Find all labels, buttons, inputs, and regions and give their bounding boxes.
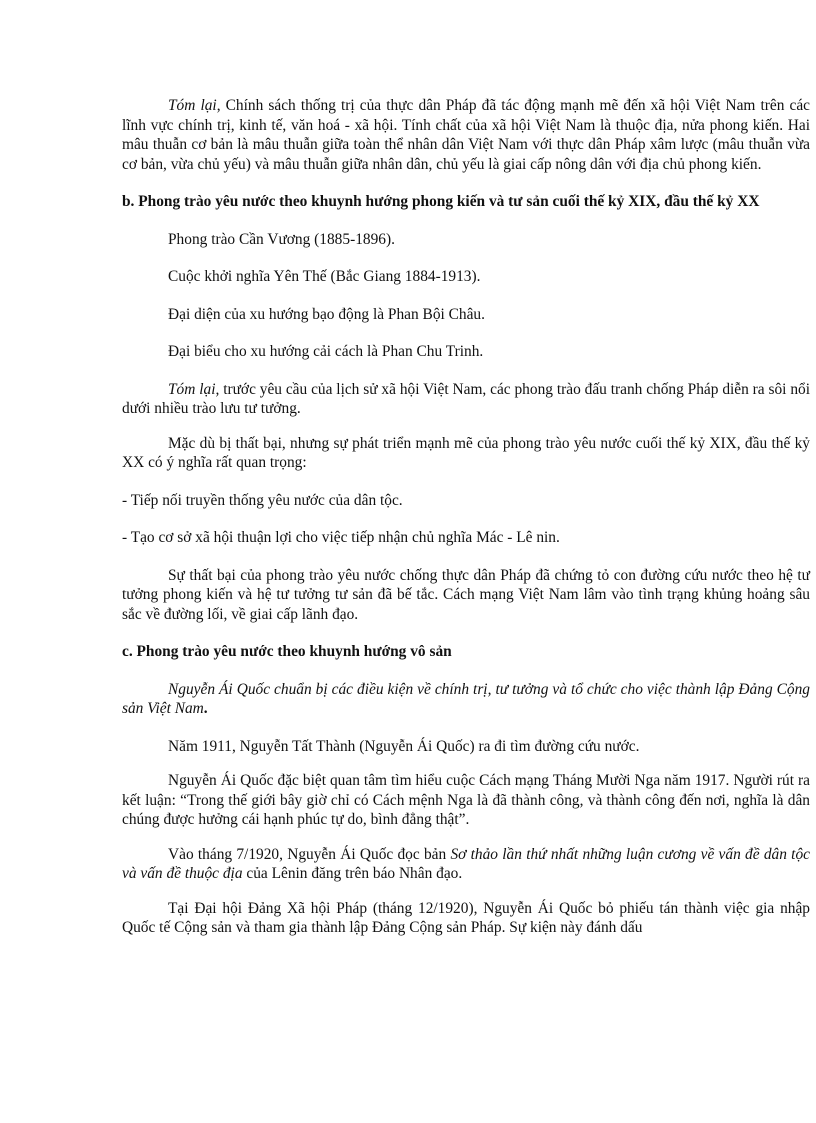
subheading-end: . [203,700,208,717]
list-item: Đại diện của xu hướng bạo động là Phan Bội Châu. [168,305,485,323]
summary-text: , Chính sách thống trị của thực dân Pháp đã tác động mạnh mẽ đến xã hội Việt Nam trên các lĩnh vực chính trị, kinh tế, văn hoá - xã hội. Tính chất của xã hội Việt Nam là thuộc địa, nửa phong kiến. Hai mâu thuẫn cơ bản là mâu thuẫn giữa toàn thể nhân dân Việt Nam với thực dân Pháp xâm lược (mâu thuẫn vừa cơ bản, vừa chủ yếu) và mâu thuẫn giữa nhân dân, chủ yếu là giai cấp nông dân với địa chủ phong kiến. [122,97,810,173]
paragraph-october-revolution: Nguyễn Ái Quốc đặc biệt quan tâm tìm hiểu cuộc Cách mạng Tháng Mười Nga năm 1917. Người rút ra kết luận: “Trong thế giới bây giờ chỉ có Cách mệnh Nga là đã thành công, và thành công đến nơi, nghĩa là dân chúng được hưởng cái hạnh phúc tự do, bình đẳng thật”. [122,772,810,828]
summary-paragraph-1 [122,96,810,174]
section-c-heading: c. Phong trào yêu nước theo khuynh hướng vô sản [122,643,452,660]
bullet-item: - Tiếp nối truyền thống yêu nước của dân tộc. [122,491,403,509]
document-page [122,96,810,938]
bullet-item: - Tạo cơ sở xã hội thuận lợi cho việc tiếp nhận chủ nghĩa Mác - Lê nin. [122,529,560,546]
text-post: của Lênin đăng trên báo Nhân đạo. [242,865,463,882]
list-item: Cuộc khởi nghĩa Yên Thế (Bắc Giang 1884-1913). [168,268,481,285]
subheading-italic [122,680,810,719]
summary-paragraph-2 [122,380,810,419]
significance-paragraph: Mặc dù bị thất bại, nhưng sự phát triển mạnh mẽ của phong trào yêu nước cuối thế kỷ XIX, đầu thế kỷ XX có ý nghĩa rất quan trọng: [122,434,810,471]
subheading-text: Nguyễn Ái Quốc chuẩn bị các điều kiện về chính trị, tư tưởng và tổ chức cho việc thành lập Đảng Cộng sản Việt Nam [122,680,810,717]
paragraph-1911: Năm 1911, Nguyễn Tất Thành (Nguyễn Ái Quốc) ra đi tìm đường cứu nước. [168,737,640,755]
text-italic-title: Sơ thảo lần thứ nhất những luận cương về vấn đề dân tộc và vấn đề thuộc địa [122,845,810,882]
paragraph-congress-1920: Tại Đại hội Đảng Xã hội Pháp (tháng 12/1920), Nguyễn Ái Quốc bỏ phiếu tán thành việc gia nhập Quốc tế Cộng sản và tham gia thành lập Đảng Cộng sản Pháp. Sự kiện này đánh dấu [122,899,810,936]
summary-lead: Tóm lại [168,97,217,114]
list-item: Đại biểu cho xu hướng cải cách là Phan Chu Trinh. [168,343,484,360]
text-pre: Vào tháng 7/1920, Nguyễn Ái Quốc đọc bản [168,845,451,863]
section-b-heading: b. Phong trào yêu nước theo khuynh hướng phong kiến và tư sản cuối thế kỷ XIX, đầu thế kỷ XX [122,193,760,210]
failure-paragraph: Sự thất bại của phong trào yêu nước chống thực dân Pháp đã chứng tỏ con đường cứu nước theo hệ tư tưởng phong kiến và hệ tư tưởng tư sản đã bế tắc. Cách mạng Việt Nam lâm vào tình trạng khủng hoảng sâu sắc về đường lối, về giai cấp lãnh đạo. [122,566,810,623]
summary-text: trước yêu cầu của lịch sử xã hội Việt Nam, các phong trào đấu tranh chống Pháp diễn ra sôi nổi dưới nhiều trào lưu tư tưởng. [122,380,810,417]
summary-lead: Tóm lại, [168,380,220,398]
list-item: Phong trào Cần Vương (1885-1896). [168,230,395,248]
paragraph-july-1920 [122,845,810,884]
